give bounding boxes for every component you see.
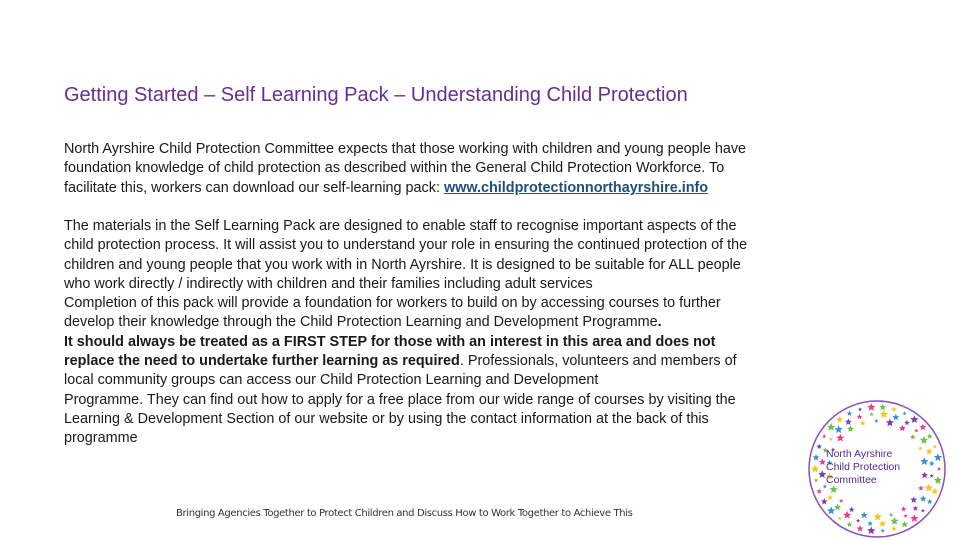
logo-line: North Ayrshire [826,448,893,460]
page-title: Getting Started – Self Learning Pack – Understanding Child Protection [64,84,688,106]
logo-line: Child Protection [826,461,901,473]
logo-line: Committee [826,474,877,486]
body-line-text: . Professionals, volunteers and members of [459,353,737,370]
body-line: local community groups can access our Child Protection Learning and Development [64,372,599,389]
intro-line: North Ayrshire Child Protection Committee expects that those working with children and young people have [64,141,747,157]
body-paragraph [64,217,844,449]
intro-line: foundation knowledge of child protection as described within the General Child Protection Workforce. To [64,160,725,177]
body-line: Completion of this pack will provide a foundation for workers to build on by accessing courses to further [64,295,721,312]
logo-text [826,448,900,487]
footer-tagline: Bringing Agencies Together to Protect Children and Discuss How to Work Together to Achieve This [176,508,633,519]
body-line: The materials in the Self Learning Pack are designed to enable staff to recognise important aspects of the [64,218,737,234]
body-line [64,313,844,332]
intro-line [64,179,844,198]
period: . [657,314,662,331]
body-line: child protection process. It will assist you to understand your role in ensuring the continued protection of the [64,237,748,254]
website-link[interactable]: www.childprotectionnorthayrshire.info [443,179,709,196]
first-step-note: It should always be treated as a FIRST STEP for those with an interest in this area and does not [64,333,716,350]
body-line: programme [64,430,138,447]
body-line: Learning & Development Section of our website or by using the contact information at the back of this [64,410,709,427]
bold-note: replace the need to undertake further learning as required [64,353,460,370]
body-line: children and young people that you work with in North Ayrshire. It is designed to be suitable for ALL people [64,256,741,273]
intro-line-text: facilitate this, workers can download our self-learning pack: [64,179,444,196]
body-line: Programme. They can find out how to apply for a free place from our wide range of courses by visiting the [64,391,736,408]
body-line [64,352,844,371]
body-line-text: develop their knowledge through the Child Protection Learning and Development Programme [64,314,658,331]
body-line: who work directly / indirectly with children and their families including adult services [64,275,593,292]
intro-paragraph [64,140,844,198]
